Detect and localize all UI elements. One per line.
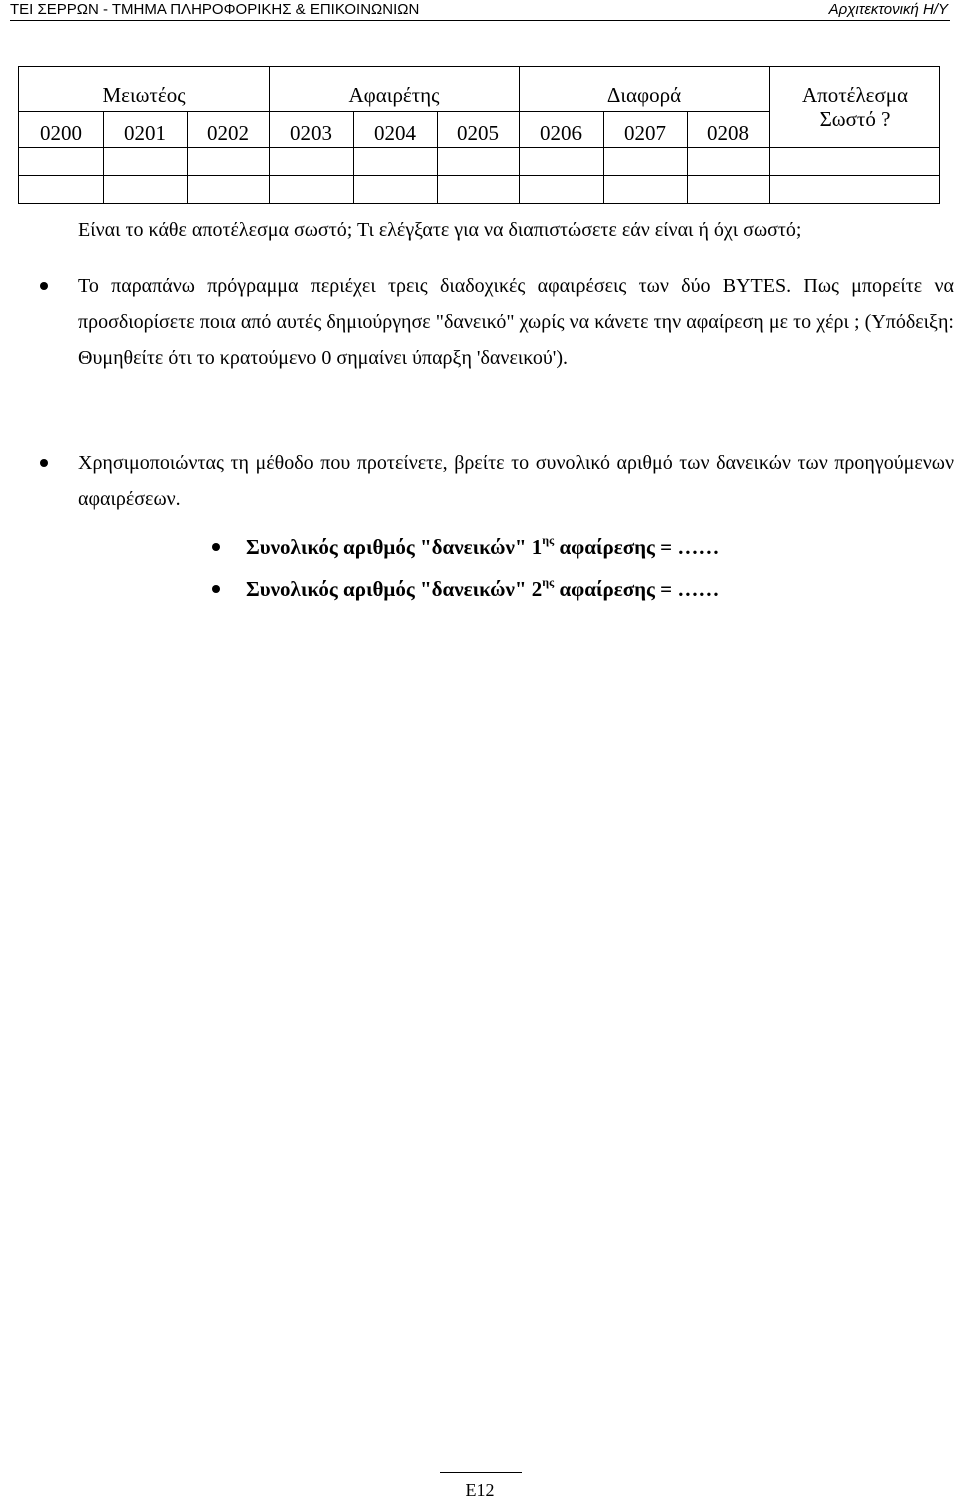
bullet-icon	[212, 543, 220, 551]
borrow-count-line-1	[246, 533, 719, 560]
bullet-paragraph: Χρησιμοποιώντας τη μέθοδο που προτείνετε, βρείτε το συνολικό αριθμό των δανεικών των προηγούμενων αφαιρέσεων.	[78, 452, 954, 510]
table-rule	[19, 175, 939, 176]
results-table	[18, 66, 940, 204]
header-result-line1: Αποτέλεσμα	[801, 83, 909, 107]
address-cell: 0200	[40, 121, 82, 145]
address-cell: 0208	[707, 121, 749, 145]
ordinal-suffix: ης	[542, 575, 555, 589]
header-institution: ΤΕΙ ΣΕΡΡΩΝ - ΤΜΗΜΑ ΠΛΗΡΟΦΟΡΙΚΗΣ & ΕΠΙΚΟΙΝΩΝΙΩΝ	[10, 1, 420, 18]
header-minuend: Μειωτέος	[102, 83, 186, 107]
bullet-icon	[40, 459, 48, 467]
address-cell: 0205	[457, 121, 499, 145]
header-result-correct	[769, 83, 941, 131]
table-rule	[19, 147, 939, 148]
question-text: Είναι το κάθε αποτέλεσμα σωστό; Τι ελέγξατε για να διαπιστώσετε εάν είναι ή όχι σωστό;	[78, 219, 802, 241]
header-result-line2: Σωστό ?	[819, 107, 891, 131]
footer-rule	[440, 1472, 522, 1473]
ordinal-suffix: ης	[542, 533, 555, 547]
header-difference: Διαφορά	[606, 83, 682, 107]
page-header	[10, 0, 950, 21]
address-cell: 0206	[540, 121, 582, 145]
borrow-count-answer: αφαίρεσης = ……	[554, 577, 720, 601]
header-course: Αρχιτεκτονική Η/Υ	[828, 1, 948, 18]
borrow-count-answer: αφαίρεσης = ……	[554, 535, 720, 559]
borrow-count-label: Συνολικός αριθμός "δανεικών" 2	[246, 577, 543, 601]
table-rule	[19, 111, 769, 112]
address-cell: 0201	[124, 121, 166, 145]
address-cell: 0203	[290, 121, 332, 145]
address-cell: 0204	[374, 121, 416, 145]
bullet-paragraph: Το παραπάνω πρόγραμμα περιέχει τρεις διαδοχικές αφαιρέσεις των δύο BYTES. Πως μπορείτε να προσδιορίσετε ποια από αυτές δημιούργησε "δανεικό" χωρίς να κάνετε την αφαίρεση με το χέρι ; (Υπόδειξη: Θυμηθείτε ότι το κρατούμενο 0 σημαίνει ύπαρξη 'δανεικού').	[78, 275, 954, 369]
bullet-icon	[212, 585, 220, 593]
borrow-count-label: Συνολικός αριθμός "δανεικών" 1	[246, 535, 543, 559]
borrow-count-line-2	[246, 575, 719, 602]
header-subtrahend: Αφαιρέτης	[348, 83, 440, 107]
page-number: E12	[465, 1480, 495, 1500]
bullet-icon	[40, 282, 48, 290]
address-cell: 0207	[624, 121, 666, 145]
address-cell: 0202	[207, 121, 249, 145]
